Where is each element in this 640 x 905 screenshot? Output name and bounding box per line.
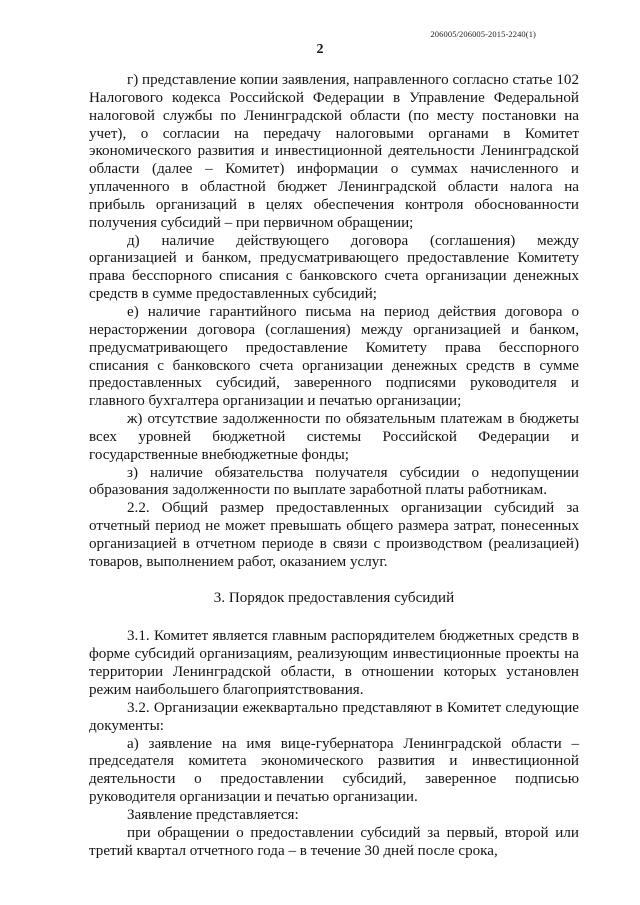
paragraph-item-g: г) представление копии заявления, направленного согласно статье 102 Налогового кодекса Российской Федерации в Управление Федеральной налоговой службы по Ленинградской области (по месту постановки на учет), о согласии на передачу налоговыми органами в Комитет экономического развития и инвестиционной деятельности Ленинградской области (далее – Комитет) информации о суммах начисленного и уплаченного в областной бюджет Ленинградской области налога на прибыль организаций в целях обеспечения контроля обоснованности получения субсидий – при первичном обращении; xyxy=(89,72,579,231)
page-number: 2 xyxy=(316,42,324,57)
section-heading: 3. Порядок предоставления субсидий xyxy=(213,589,455,606)
paragraph-item-a: а) заявление на имя вице-губернатора Ленинградской области – председателя комитета экономического развития и инвестиционной деятельности о предоставлении субсидий, заверенное подписью руководителя организации и печатью организации. xyxy=(89,735,579,806)
paragraph-item-d: д) наличие действующего договора (соглашения) между организацией и банком, предусматривающего предоставление Комитету права бесспорного списания с банковского счета организации денежных средств в сумме предоставленных субсидий; xyxy=(89,232,579,303)
document-body xyxy=(89,72,579,860)
paragraph-3-1: 3.1. Комитет является главным распорядителем бюджетных средств в форме субсидий организациям, реализующим инвестиционные проекты на территории Ленинградской области, в отношении которых установлен режим наибольшего благоприятствования. xyxy=(89,628,579,698)
paragraph-statement-intro: Заявление представляется: xyxy=(127,806,299,823)
paragraph-item-z: з) наличие обязательства получателя субсидии о недопущении образования задолженности по выплате заработной платы работникам. xyxy=(89,464,579,499)
paragraph-item-e: е) наличие гарантийного письма на период действия договора о нерасторжении договора (соглашения) между организацией и банком, предусматривающего предоставление Комитету права бесспорного списания с банковского счета организации денежных средств в сумме предоставленных субсидий, заверенного подписями руководителя и главного бухгалтера организации и печатью организации; xyxy=(89,303,579,410)
paragraph-3-2: 3.2. Организации ежеквартально представляют в Комитет следующие документы: xyxy=(89,699,579,734)
paragraph-item-zh: ж) отсутствие задолженности по обязательным платежам в бюджеты всех уровней бюджетной системы Российской Федерации и государственные внебюджетные фонды; xyxy=(89,411,579,463)
paragraph-2-2: 2.2. Общий размер предоставленных организации субсидий за отчетный период не может превышать общего размера затрат, понесенных организацией в отчетном периоде в связи с производством (реализацией) товаров, выполнением работ, оказанием услуг. xyxy=(89,500,579,570)
paragraph-statement-term: при обращении о предоставлении субсидий за первый, второй или третий квартал отчетного года – в течение 30 дней после срока, xyxy=(89,824,579,859)
document-id: 206005/206005-2015-2240(1) xyxy=(430,29,536,39)
